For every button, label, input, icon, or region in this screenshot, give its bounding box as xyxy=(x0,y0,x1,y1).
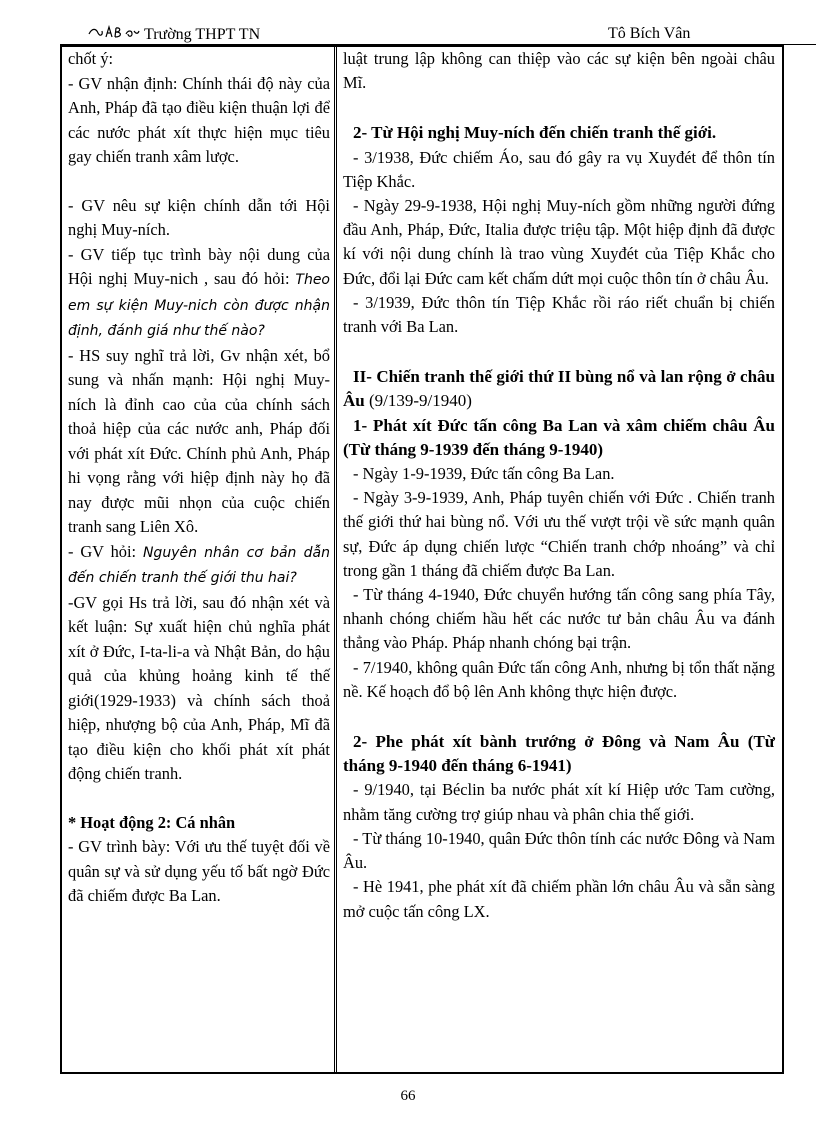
left-text-4: - GV tiếp tục trình bày nội dung của Hội nghị Muy-nich , sau đó hỏi: Theo em sự kiện Muy-nich còn được nhận định, đánh giá như thế nào? xyxy=(68,244,330,339)
page-header xyxy=(88,23,816,45)
left-question-1: Theo em sự kiện Muy-nich còn được nhận định, đánh giá như thế nào? xyxy=(68,272,330,339)
section-heading-2: 2- Từ Hội nghị Muy-ních đến chiến tranh thế giới. xyxy=(353,123,717,143)
left-text-2: - GV nhận định: Chính thái độ này của Anh, Pháp đã tạo điều kiện thuận lợi để các nước phát xít thực hiện mục tiêu gay chiến tranh xâm lược. xyxy=(68,73,330,166)
right-text-15: - Hè 1941, phe phát xít đã chiếm phần lớn châu Âu và sẵn sàng mở cuộc tấn công LX. xyxy=(343,877,775,921)
decorative-logo-icon xyxy=(88,25,140,44)
header-school: Trường THPT TN xyxy=(144,26,261,43)
left-text-9: - GV trình bày: Với ưu thế tuyệt đối về quân sự và sử dụng yếu tố bất ngờ Đức đã chiếm được Ba Lan. xyxy=(68,837,330,905)
activity-heading: * Hoạt động 2: Cá nhân xyxy=(68,812,236,832)
section-heading-II: II- Chiến tranh thế giới thứ II bùng nổ và lan rộng ở châu Âu (9/139-9/1940) xyxy=(343,367,775,411)
right-text-14: - Từ tháng 10-1940, quân Đức thôn tính các nước Đông và Nam Âu. xyxy=(343,828,775,873)
right-text-13: - 9/1940, tại Béclin ba nước phát xít kí Hiệp ước Tam cường, nhằm tăng cường trợ giúp nhau và phân chia thế giới. xyxy=(343,780,775,824)
left-text-7: -GV gọi Hs trả lời, sau đó nhận xét và kết luận: Sự xuất hiện chủ nghĩa phát xít ở Đức, I-ta-li-a và Nhật Bản, do hậu quả của khủng hoảng kinh tế thế giới(1929-1933) và chính sách thoả hiệp, nhượng bộ của Anh, Pháp, Mĩ đã tạo điều kiện cho khối phát xít phát động chiến tranh. xyxy=(68,592,330,783)
column-divider xyxy=(334,47,337,1072)
right-text-3: - 3/1938, Đức chiếm Áo, sau đó gây ra vụ Xuyđét để thôn tín Tiệp Khắc. xyxy=(343,147,775,191)
content-column xyxy=(343,47,775,924)
right-text-5: - 3/1939, Đức thôn tín Tiệp Khắc rồi ráo riết chuẩn bị chiến tranh với Ba Lan. xyxy=(343,292,775,337)
left-text-5: - HS suy nghĩ trả lời, Gv nhận xét, bổ sung và nhấn mạnh: Hội nghị Muy-ních là đỉnh cao của của chính sách thoả hiệp của các nước anh, Pháp đối với phát xít Đức. Chính phủ Anh, Pháp hi vọng rằng với hiệp định này họ đã nay được mũi nhọn của cuộc chiến tranh sang Liên Xô. xyxy=(68,345,330,536)
right-text-4: - Ngày 29-9-1938, Hội nghị Muy-ních gồm những người đứng đầu Anh, Pháp, Đức, Italia được triệu tập. Một hiệp định đã được kí với nội dung chính là trao vùng Xuyđét của Tiệp Khắc cho Đức, đổi lại Đức cam kết chấm dứt mọi cuộc thôn tín ở châu Âu. xyxy=(343,196,775,288)
lesson-table xyxy=(60,45,784,1074)
right-text-11: - 7/1940, không quân Đức tấn công Anh, nhưng bị tổn thất nặng nề. Kế hoạch đổ bộ lên Anh không thực hiện được. xyxy=(343,657,775,701)
subsection-heading-2: 2- Phe phát xít bành trướng ở Đông và Nam Âu (Từ tháng 9-1940 đến tháng 6-1941) xyxy=(343,732,775,776)
header-author: Tô Bích Vân xyxy=(608,25,691,42)
page-number: 66 xyxy=(400,1088,416,1104)
left-text-1: chốt ý: xyxy=(68,49,114,68)
right-text-10: - Từ tháng 4-1940, Đức chuyển hướng tấn công sang phía Tây, nhanh chóng chiếm hầu hết các nước tư bản châu Âu va đánh thẳng vào Pháp. Pháp nhanh chóng bại trận. xyxy=(343,585,775,653)
subsection-heading-1: 1- Phát xít Đức tấn công Ba Lan và xâm chiếm châu Âu (Từ tháng 9-1939 đến tháng 9-1940) xyxy=(343,415,775,459)
left-text-3: - GV nêu sự kiện chính dẫn tới Hội nghị Muy-ních. xyxy=(68,195,330,239)
header-left xyxy=(88,25,260,44)
right-text-9: - Ngày 3-9-1939, Anh, Pháp tuyên chiến với Đức . Chiến tranh thế giới thứ hai bùng nổ. Với ưu thế vượt trội về sức mạnh quân sự, Đức áp dụng chiến lược “Chiến tranh chớp nhoáng” và chỉ trong gần 1 tháng đã chiếm được Ba Lan. xyxy=(343,488,775,580)
left-text-6: - GV hỏi: Nguyên nhân cơ bản dẫn đến chiến tranh thế giới thu hai? xyxy=(68,541,330,586)
left-question-2: Nguyên nhân cơ bản dẫn đến chiến tranh thế giới thu hai? xyxy=(68,544,330,586)
right-text-8: - Ngày 1-9-1939, Đức tấn công Ba Lan. xyxy=(353,464,615,484)
right-text-1: luật trung lập không can thiệp vào các sự kiện bên ngoài châu Mĩ. xyxy=(343,49,775,93)
teacher-activities-column xyxy=(68,47,330,909)
